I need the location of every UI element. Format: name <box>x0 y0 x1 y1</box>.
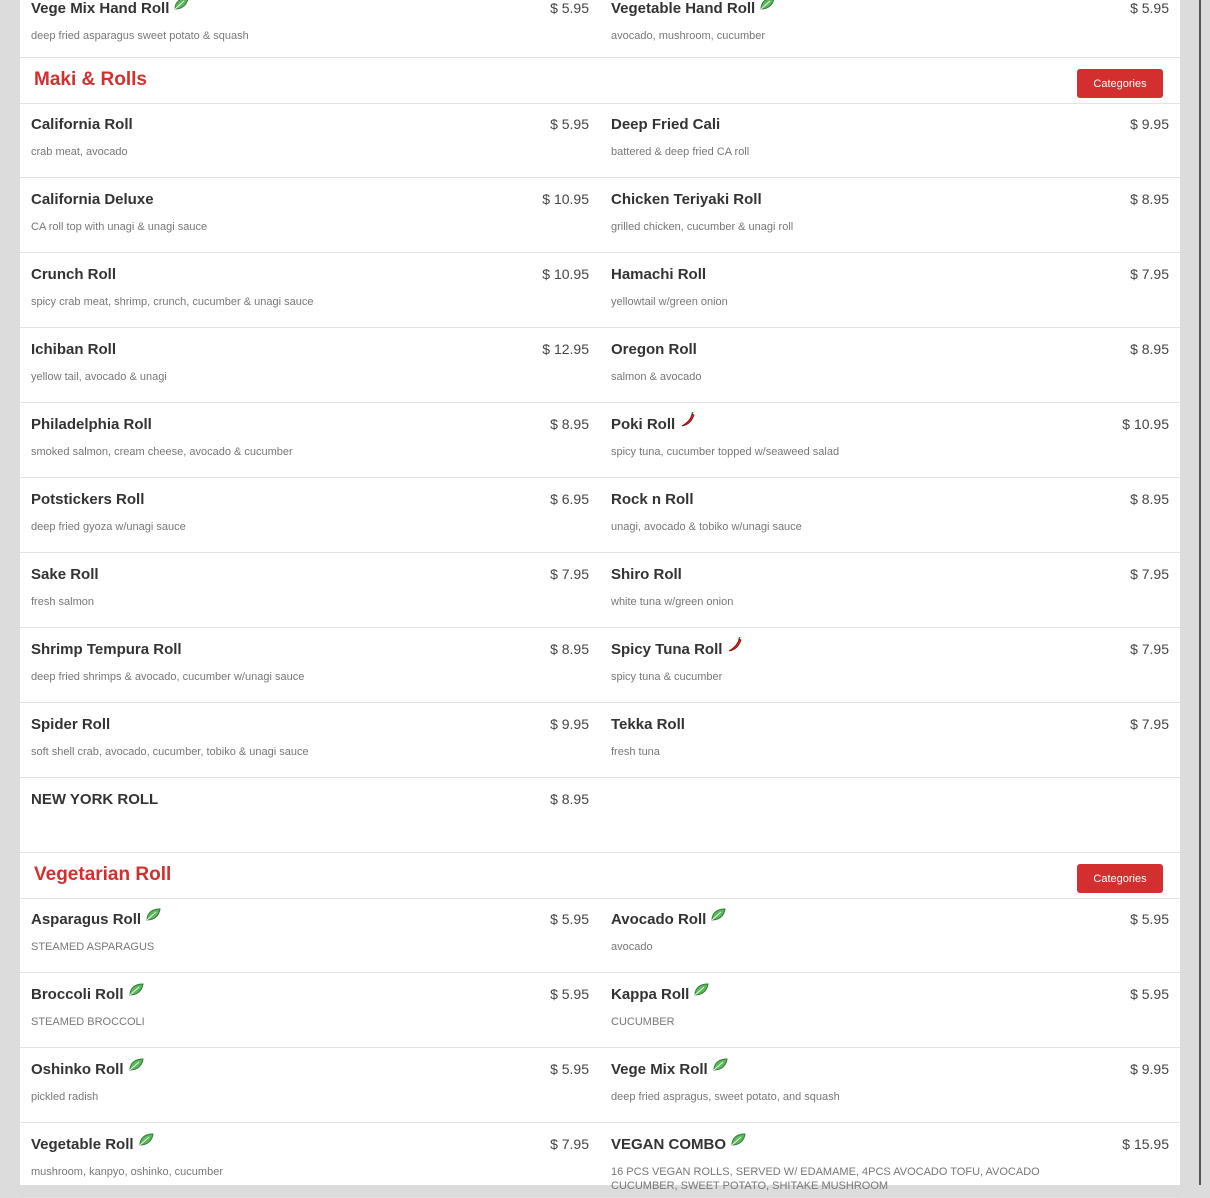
item-price: $ 10.95 <box>542 191 589 207</box>
menu-item[interactable] <box>20 403 600 478</box>
item-price: $ 8.95 <box>550 641 589 657</box>
chili-pepper-icon <box>679 412 695 432</box>
leaf-icon <box>138 1133 154 1150</box>
item-description: smoked salmon, cream cheese, avocado & cucumber <box>31 446 293 458</box>
item-price: $ 7.95 <box>1130 266 1169 282</box>
scrollbar-edge[interactable] <box>1199 0 1201 1185</box>
section-header <box>20 852 1180 899</box>
item-price: $ 6.95 <box>550 491 589 507</box>
item-name: Sake Roll <box>31 566 99 583</box>
item-price: $ 7.95 <box>1130 641 1169 657</box>
item-name: Vegetable Roll <box>31 1136 134 1153</box>
item-name: Potstickers Roll <box>31 491 145 508</box>
leaf-icon <box>173 0 189 14</box>
item-name: Crunch Roll <box>31 266 116 283</box>
menu-item[interactable] <box>20 478 600 553</box>
menu-item[interactable] <box>20 898 600 973</box>
item-name: Ichiban Roll <box>31 341 117 358</box>
menu-item[interactable] <box>600 553 1180 628</box>
menu-item[interactable] <box>600 628 1180 703</box>
leaf-icon <box>128 1058 144 1075</box>
item-name: Kappa Roll <box>611 986 690 1003</box>
menu-item[interactable] <box>20 703 600 778</box>
item-description: deep fried gyoza w/unagi sauce <box>31 521 186 533</box>
menu-item[interactable] <box>600 478 1180 553</box>
item-description: CUCUMBER <box>611 1016 675 1028</box>
menu-item[interactable] <box>20 253 600 328</box>
item-price: $ 5.95 <box>550 911 589 927</box>
item-price: $ 10.95 <box>542 266 589 282</box>
section-title: Maki & Rolls <box>34 69 147 90</box>
item-description: salmon & avocado <box>611 371 702 383</box>
item-name: Poki Roll <box>611 416 676 433</box>
item-price: $ 7.95 <box>550 566 589 582</box>
item-description: CA roll top with unagi & unagi sauce <box>31 221 208 233</box>
menu-item[interactable] <box>600 103 1180 178</box>
menu-item[interactable] <box>20 1123 600 1198</box>
menu-item[interactable] <box>20 973 600 1048</box>
menu-item[interactable] <box>20 1048 600 1123</box>
item-price: $ 8.95 <box>550 416 589 432</box>
item-price: $ 7.95 <box>550 1136 589 1152</box>
item-price: $ 5.95 <box>550 0 589 16</box>
categories-button[interactable]: Categories <box>1077 69 1163 98</box>
item-description: soft shell crab, avocado, cucumber, tobiko & unagi sauce <box>31 746 309 758</box>
menu-item[interactable] <box>20 0 600 62</box>
item-description: battered & deep fried CA roll <box>611 146 750 158</box>
item-description: spicy tuna, cucumber topped w/seaweed salad <box>611 446 840 458</box>
item-description: 16 PCS VEGAN ROLLS, SERVED W/ EDAMAME, 4PCS AVOCADO TOFU, AVOCADO CUCUMBER, SWEET POTATO, SHITAKE MUSHROOM <box>611 1166 1040 1192</box>
categories-button[interactable]: Categories <box>1077 864 1163 893</box>
item-name: Tekka Roll <box>611 716 685 733</box>
menu-item[interactable] <box>20 628 600 703</box>
item-name: VEGAN COMBO <box>611 1136 727 1153</box>
item-description: yellow tail, avocado & unagi <box>31 371 167 383</box>
leaf-icon <box>710 908 726 925</box>
item-description: deep fried aspragus, sweet potato, and squash <box>611 1091 840 1103</box>
leaf-icon <box>693 983 709 1000</box>
item-name: Oshinko Roll <box>31 1061 124 1078</box>
menu-item[interactable] <box>600 703 1180 778</box>
item-description: fresh salmon <box>31 596 94 608</box>
item-description: spicy tuna & cucumber <box>611 671 723 683</box>
item-name: California Deluxe <box>31 191 154 208</box>
item-description: spicy crab meat, shrimp, crunch, cucumber & unagi sauce <box>31 296 314 308</box>
item-name: Vege Mix Hand Roll <box>31 0 170 17</box>
menu-item[interactable] <box>20 178 600 253</box>
item-price: $ 8.95 <box>1130 491 1169 507</box>
menu-item[interactable] <box>600 178 1180 253</box>
menu-item[interactable] <box>20 778 600 853</box>
item-description: mushroom, kanpyo, oshinko, cucumber <box>31 1166 223 1178</box>
item-name: Broccoli Roll <box>31 986 124 1003</box>
item-price: $ 9.95 <box>1130 116 1169 132</box>
item-price: $ 5.95 <box>1130 0 1169 16</box>
menu-item[interactable] <box>600 0 1180 62</box>
item-name: Chicken Teriyaki Roll <box>611 191 762 208</box>
item-price: $ 9.95 <box>550 716 589 732</box>
item-name: NEW YORK ROLL <box>31 791 159 808</box>
menu-item[interactable] <box>600 973 1180 1048</box>
item-name: Avocado Roll <box>611 911 707 928</box>
item-name: Philadelphia Roll <box>31 416 152 433</box>
item-description: avocado, mushroom, cucumber <box>611 30 766 42</box>
item-price: $ 7.95 <box>1130 566 1169 582</box>
item-description: yellowtail w/green onion <box>611 296 728 308</box>
item-description: fresh tuna <box>611 746 660 758</box>
item-price: $ 8.95 <box>1130 191 1169 207</box>
item-price: $ 5.95 <box>1130 911 1169 927</box>
menu-item[interactable] <box>600 403 1180 478</box>
chili-pepper-icon <box>726 637 742 657</box>
item-description: crab meat, avocado <box>31 146 128 158</box>
item-name: Spicy Tuna Roll <box>611 641 723 658</box>
item-name: Shiro Roll <box>611 566 682 583</box>
item-description: STEAMED BROCCOLI <box>31 1016 145 1028</box>
leaf-icon <box>730 1133 746 1150</box>
item-description: unagi, avocado & tobiko w/unagi sauce <box>611 521 802 533</box>
menu-item[interactable] <box>600 1123 1180 1198</box>
item-name: Spider Roll <box>31 716 111 733</box>
top-partial-row <box>20 0 1180 58</box>
item-price: $ 7.95 <box>1130 716 1169 732</box>
item-name: Shrimp Tempura Roll <box>31 641 182 658</box>
item-price: $ 5.95 <box>550 116 589 132</box>
item-name: Hamachi Roll <box>611 266 707 283</box>
menu-item[interactable] <box>20 328 600 403</box>
item-price: $ 5.95 <box>550 1061 589 1077</box>
item-price: $ 5.95 <box>1130 986 1169 1002</box>
item-name: Rock n Roll <box>611 491 694 508</box>
leaf-icon <box>145 908 161 925</box>
item-description: grilled chicken, cucumber & unagi roll <box>611 221 794 233</box>
leaf-icon <box>712 1058 728 1075</box>
item-price: $ 5.95 <box>550 986 589 1002</box>
menu-item[interactable] <box>600 328 1180 403</box>
item-description: avocado <box>611 941 653 953</box>
item-name: Deep Fried Cali <box>611 116 721 133</box>
item-price: $ 8.95 <box>1130 341 1169 357</box>
menu-item[interactable] <box>20 103 600 178</box>
menu-item[interactable] <box>600 253 1180 328</box>
item-description: white tuna w/green onion <box>611 596 734 608</box>
menu-item[interactable] <box>600 1048 1180 1123</box>
item-price: $ 8.95 <box>550 791 589 807</box>
item-description: STEAMED ASPARAGUS <box>31 941 155 953</box>
section-header <box>20 57 1180 104</box>
item-name: Vegetable Hand Roll <box>611 0 756 17</box>
item-name: California Roll <box>31 116 133 133</box>
item-description: deep fried asparagus sweet potato & squash <box>31 30 249 42</box>
menu-item[interactable] <box>20 553 600 628</box>
item-price: $ 10.95 <box>1122 416 1169 432</box>
leaf-icon <box>759 0 775 14</box>
section-title: Vegetarian Roll <box>34 864 172 885</box>
item-price: $ 9.95 <box>1130 1061 1169 1077</box>
item-price: $ 12.95 <box>542 341 589 357</box>
item-description: deep fried shrimps & avocado, cucumber w/unagi sauce <box>31 671 305 683</box>
item-name: Oregon Roll <box>611 341 697 358</box>
item-name: Asparagus Roll <box>31 911 142 928</box>
item-price: $ 15.95 <box>1122 1136 1169 1152</box>
item-name: Vege Mix Roll <box>611 1061 708 1078</box>
menu-page <box>20 0 1180 1192</box>
item-description: pickled radish <box>31 1091 99 1103</box>
menu-item[interactable] <box>600 898 1180 973</box>
leaf-icon <box>128 983 144 1000</box>
